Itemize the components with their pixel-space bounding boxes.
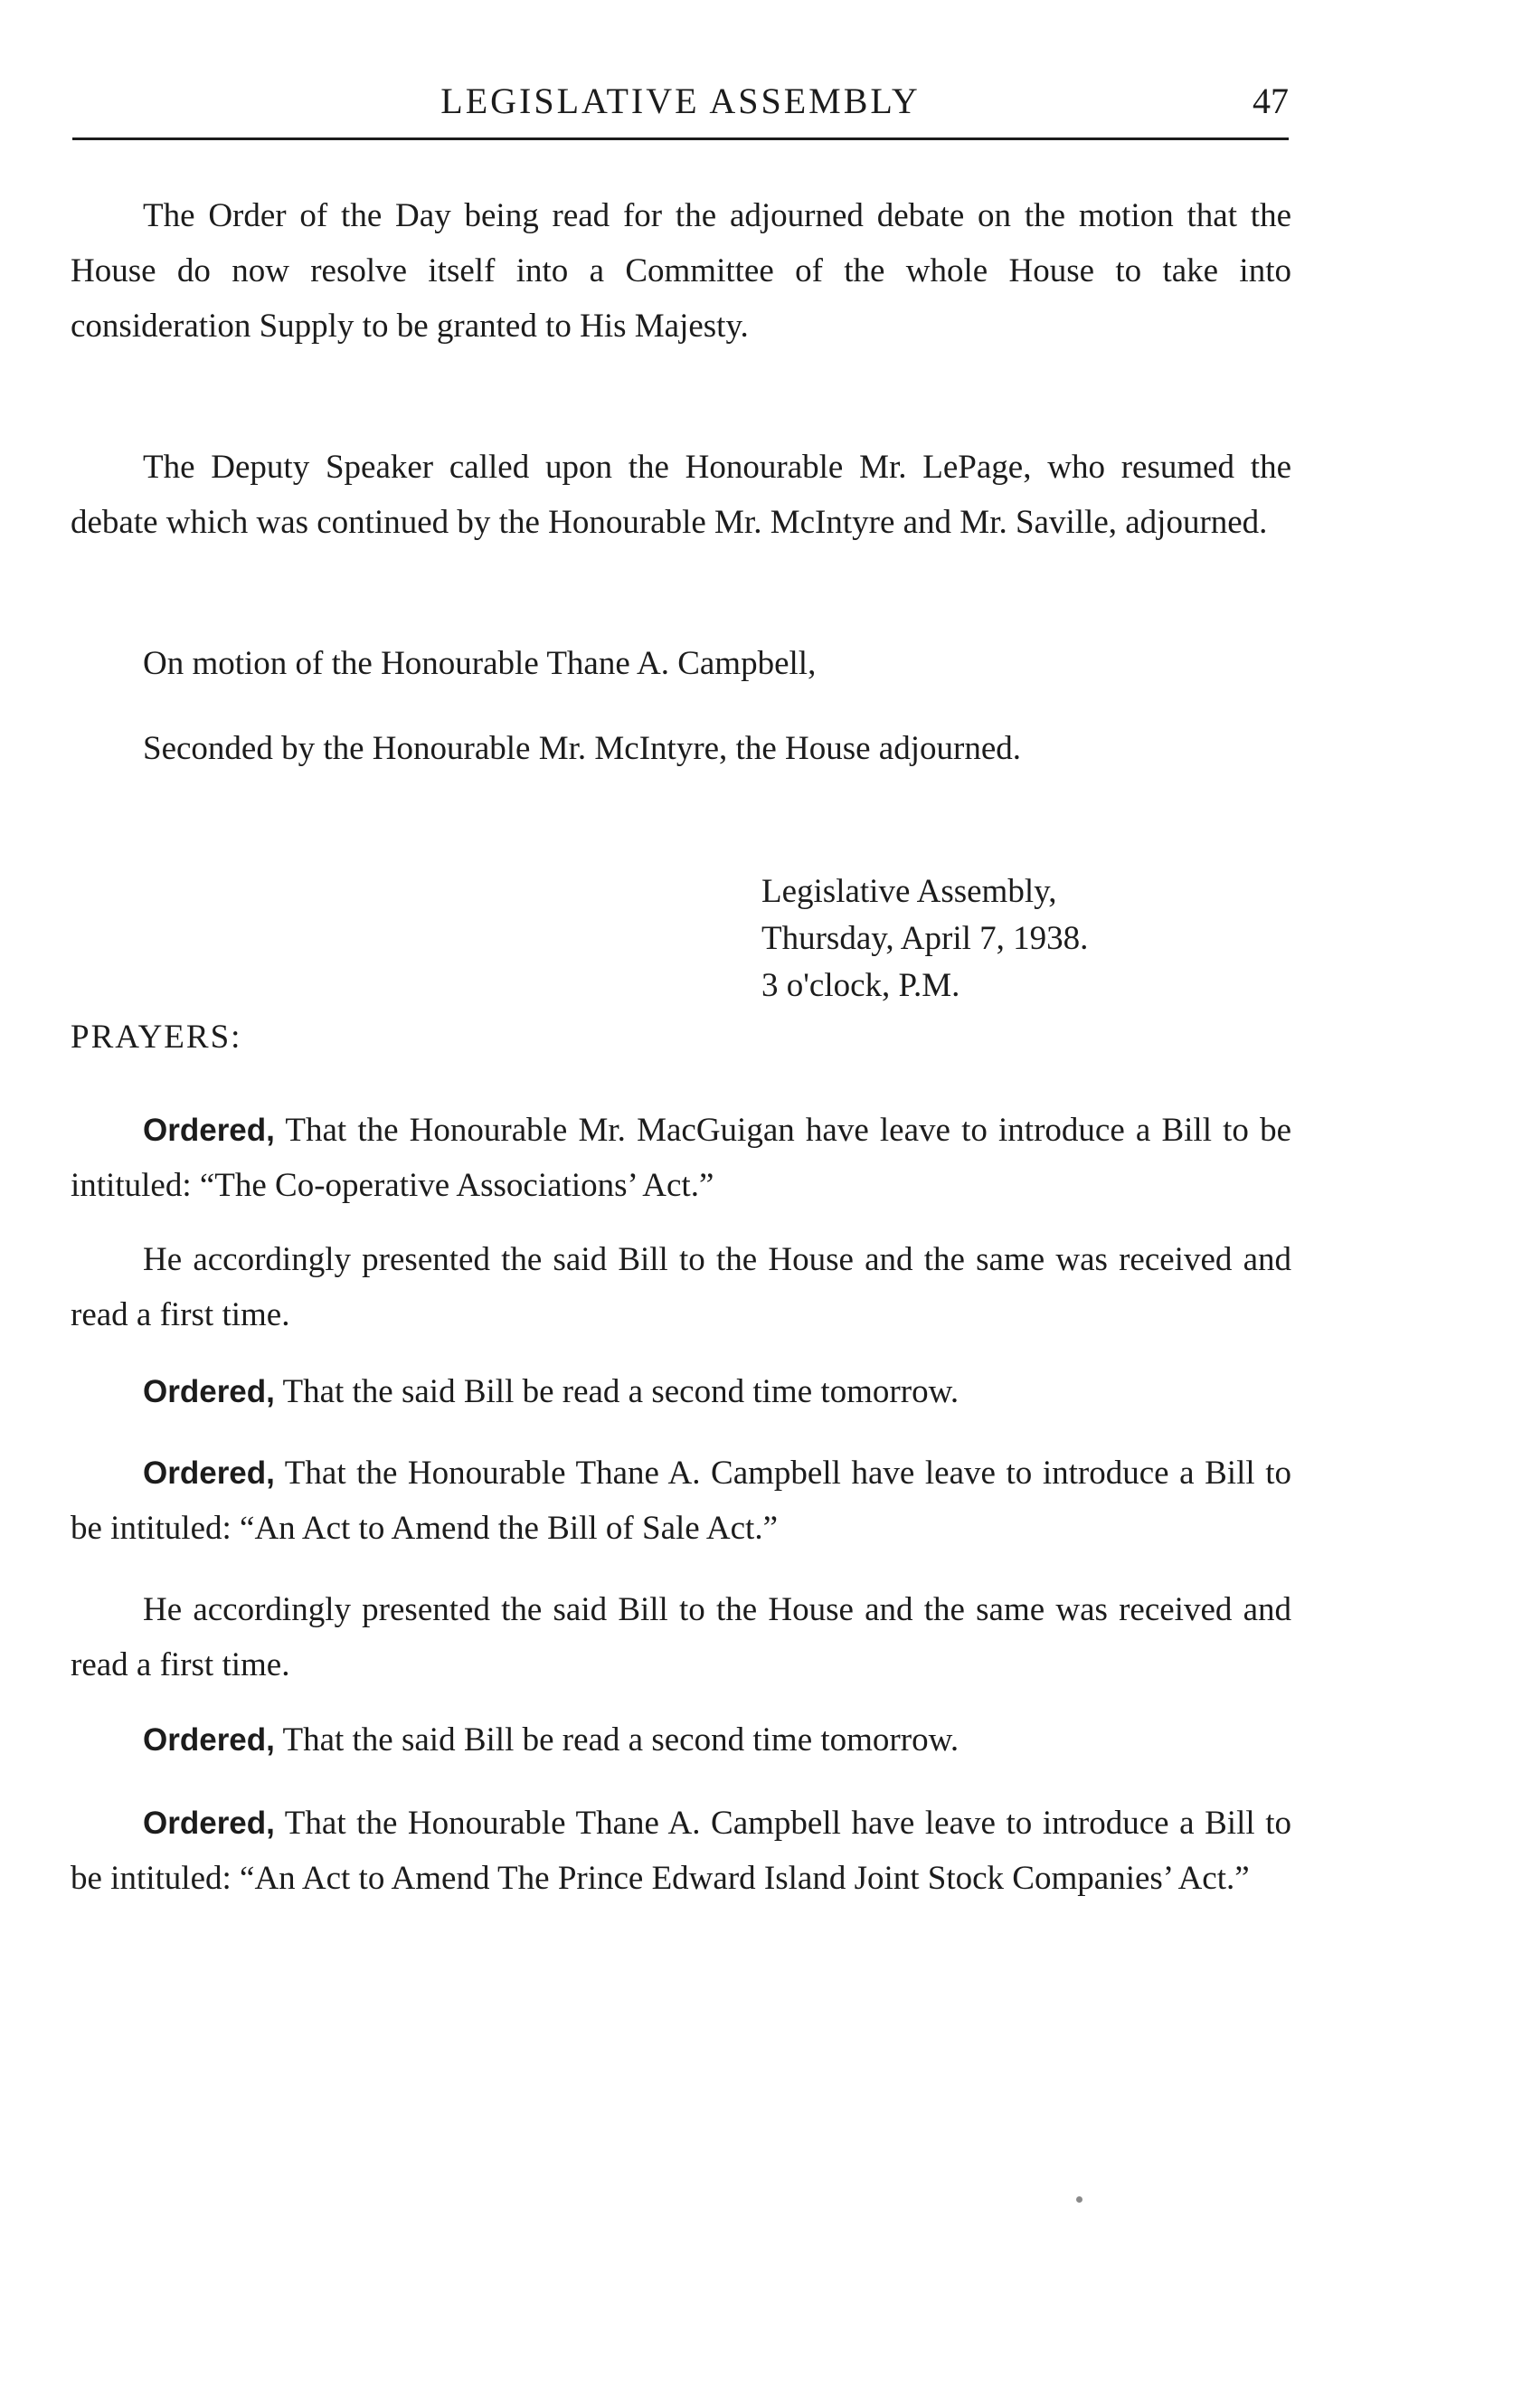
ordered-label: Ordered, (143, 1113, 275, 1148)
ordered-text: That the Honourable Thane A. Campbell have leave to introduce a Bill to be intituled: “An Act to Amend the Bill of Sale Act.” (71, 1455, 1291, 1547)
page-number: 47 (1253, 81, 1289, 121)
prayers-heading: PRAYERS: (71, 1019, 242, 1056)
paragraph-order-of-day: The Order of the Day being read for the adjourned debate on the motion that the House do now resolve itself into a Committee of the whole House to take into consideration Supply to be granted to His Majesty. (71, 197, 1291, 345)
dateline-assembly: Legislative Assembly, (761, 873, 1057, 910)
presented-paragraph-2: He accordingly presented the said Bill to the House and the same was received and read a first time. (71, 1591, 1291, 1683)
ordered-paragraph-4 (71, 1712, 1291, 1768)
ordered-text: That the Honourable Thane A. Campbell have leave to introduce a Bill to be intituled: “An Act to Amend The Prince Edward Island Joint Stock Companies’ Act.” (71, 1805, 1291, 1897)
ordered-label: Ordered, (143, 1722, 275, 1758)
paragraph-deputy-speaker: The Deputy Speaker called upon the Honourable Mr. LePage, who resumed the debate which was continued by the Honourable Mr. McIntyre and Mr. Saville, adjourned. (71, 449, 1291, 541)
ordered-label: Ordered, (143, 1455, 275, 1491)
ordered-paragraph-1 (71, 1103, 1291, 1213)
paragraph-motion: On motion of the Honourable Thane A. Campbell, (143, 645, 817, 682)
ordered-label: Ordered, (143, 1374, 275, 1409)
ink-speck (1076, 2196, 1082, 2203)
ordered-paragraph-5 (71, 1796, 1291, 1906)
ordered-paragraph-3 (71, 1446, 1291, 1556)
ordered-paragraph-2 (71, 1364, 1291, 1419)
dateline-time: 3 o'clock, P.M. (761, 967, 960, 1004)
ordered-label: Ordered, (143, 1806, 275, 1841)
dateline-date: Thursday, April 7, 1938. (761, 920, 1089, 957)
running-header (72, 74, 1289, 128)
ordered-text: That the Honourable Mr. MacGuigan have leave to introduce a Bill to be intituled: “The Co-operative Associations’ Act.” (71, 1112, 1291, 1204)
sitting-dateline (761, 868, 1088, 1010)
presented-paragraph-1: He accordingly presented the said Bill to the House and the same was received and read a first time. (71, 1241, 1291, 1333)
paragraph-seconded: Seconded by the Honourable Mr. McIntyre, the House adjourned. (143, 730, 1021, 767)
ordered-text: That the said Bill be read a second time tomorrow. (274, 1373, 960, 1410)
header-rule (72, 137, 1289, 140)
header-title: LEGISLATIVE ASSEMBLY (440, 81, 921, 121)
ordered-text: That the said Bill be read a second time tomorrow. (274, 1721, 960, 1759)
